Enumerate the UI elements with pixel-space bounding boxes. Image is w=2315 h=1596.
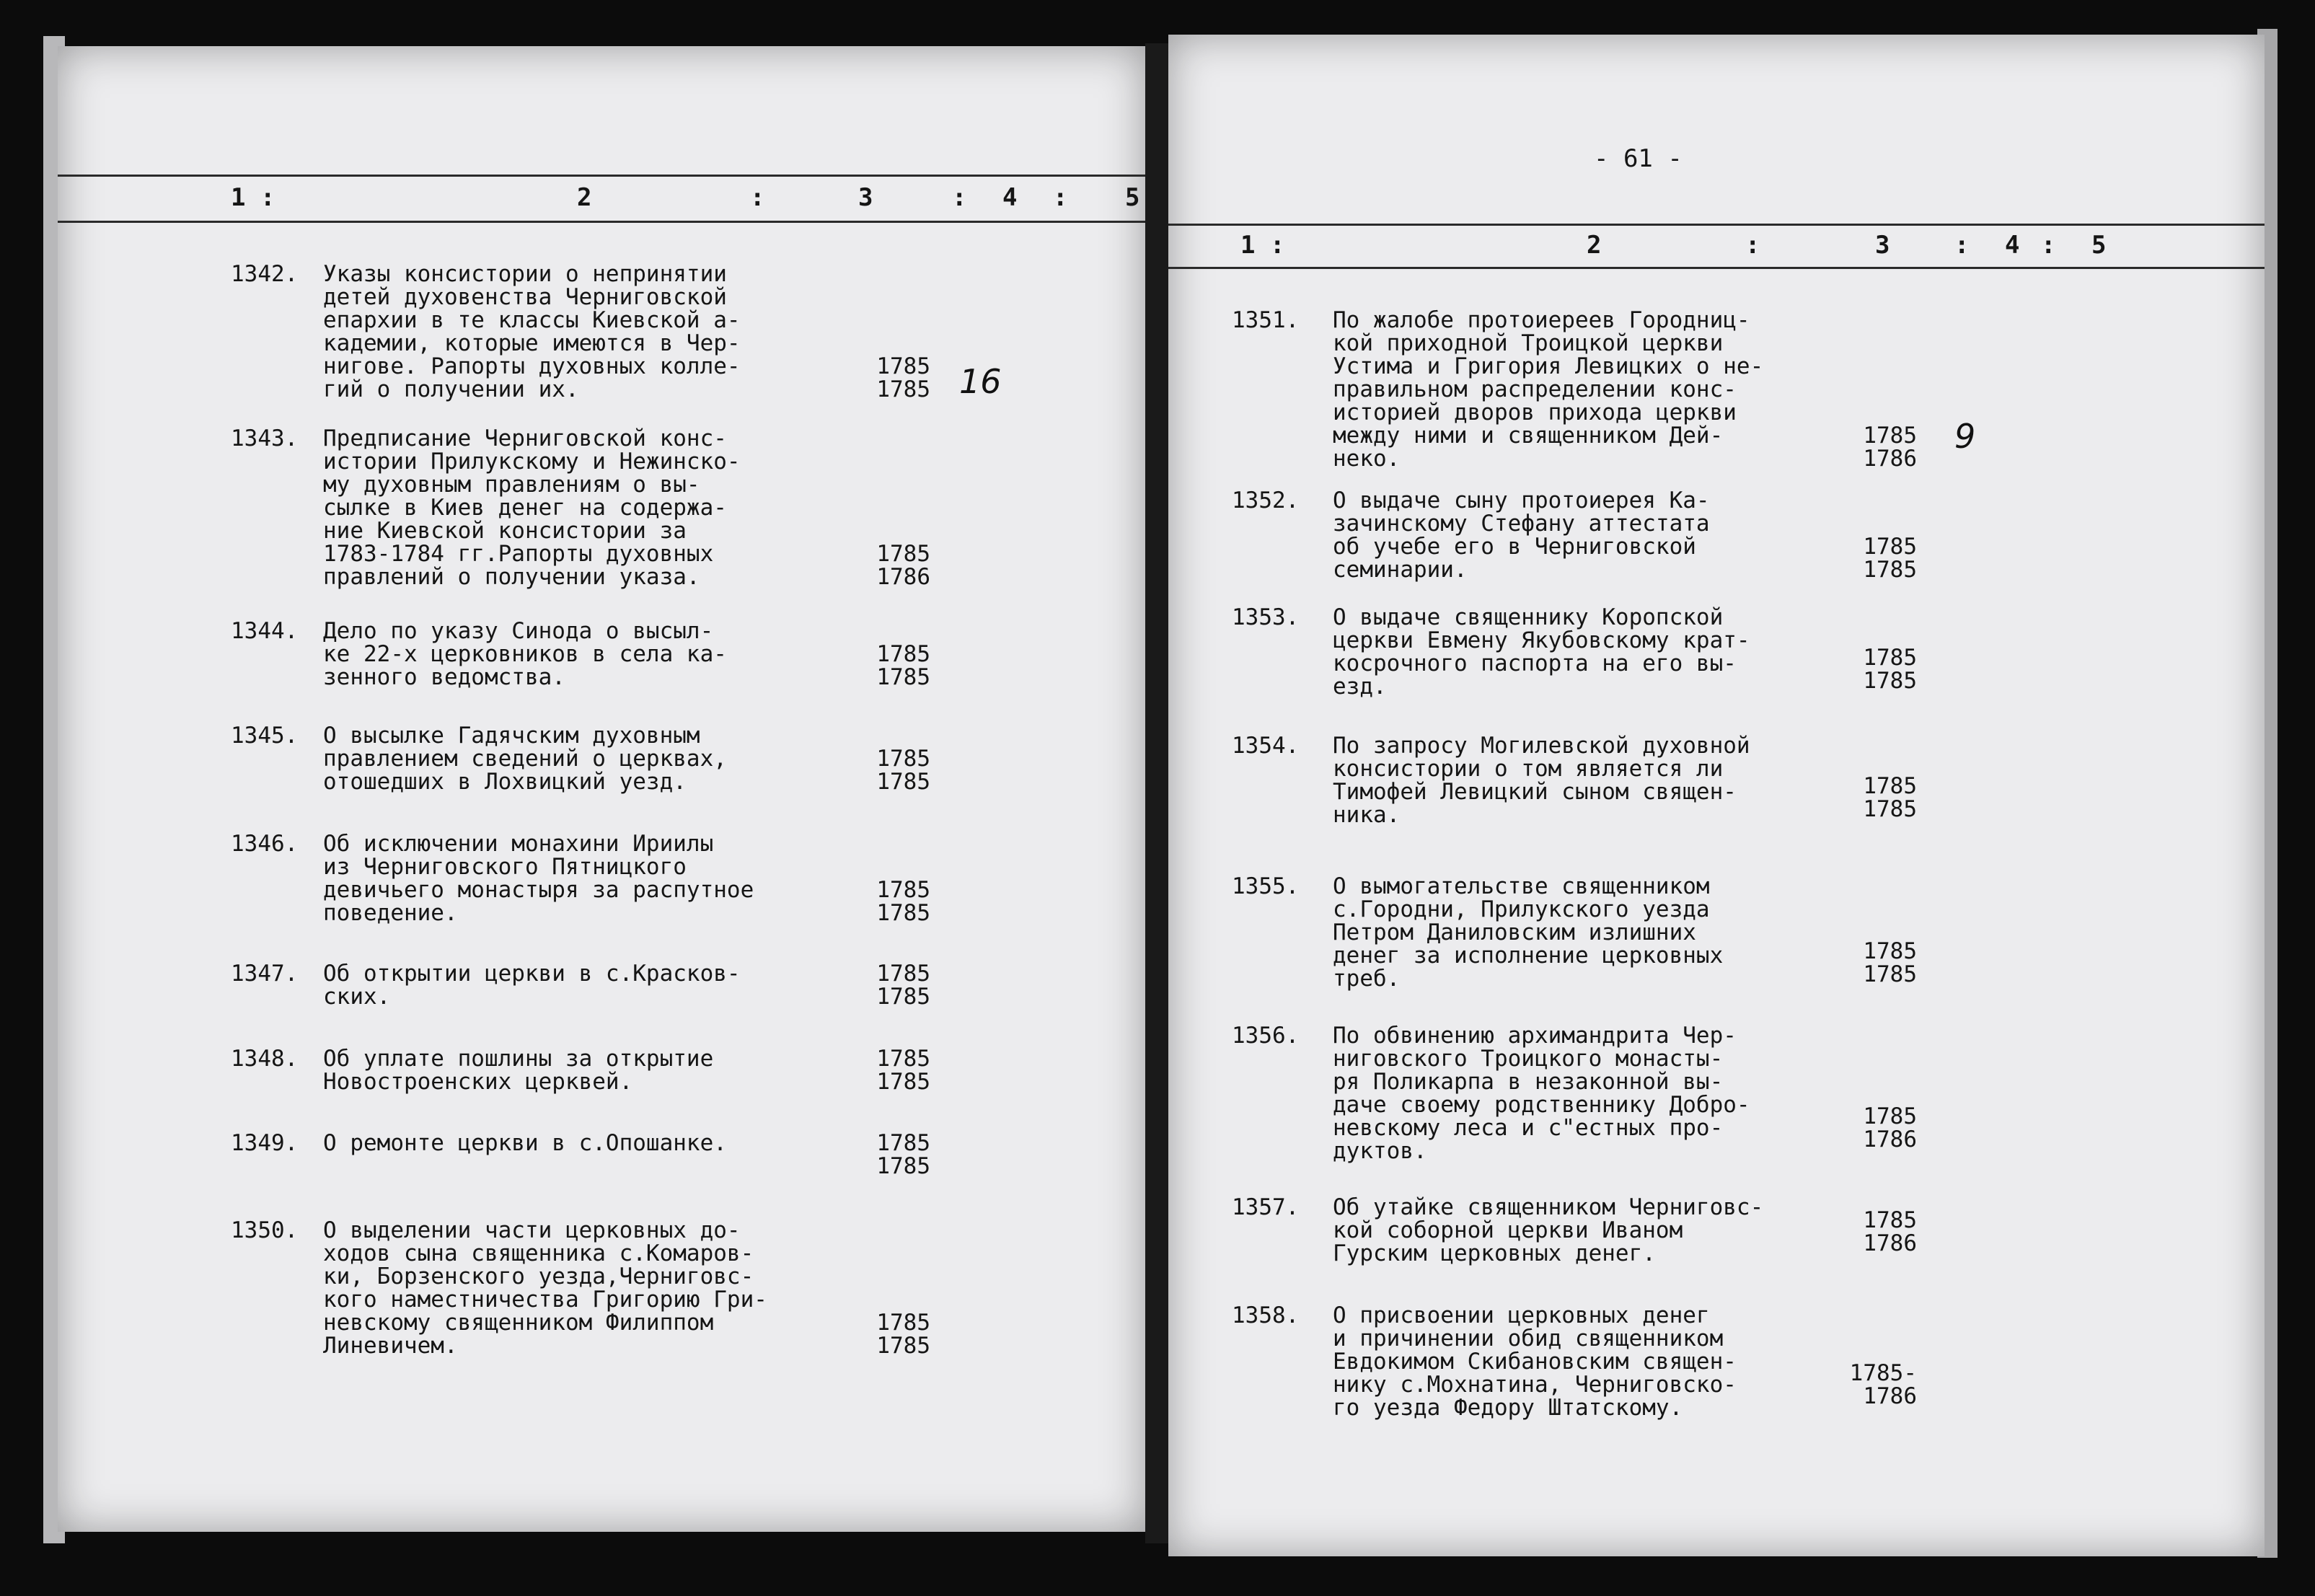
left-page [58,46,1145,1532]
entry-number: 1346. [231,831,299,857]
left-col-1-header: 1 : [231,183,275,212]
header-rule-top [58,175,1145,177]
right-col-sep-2: : [1954,231,1970,260]
entry-description: Предписание Черниговской конс- истории Прилукскому и Нежинско- му духовным правлениям о вы- сылке в Киев денег на содержа- ние Киевской консистории за 1783-1784 гг.Рапорты духовных правлений о получении указа. [323,426,741,590]
entry-number: 1342. [231,261,299,287]
entry-dates: 1785- 1786 [1849,1360,1917,1409]
right-col-sep-1: : [1745,231,1760,260]
entry-description: По обвинению архимандрита Чер- ниговского Троицкого монасты- ря Поликарпа в незаконной вы- даче своему родственнику Добро- невскому леса и с"естных про- дуктов. [1333,1023,1750,1164]
entry-dates: 1785 1785 [1863,773,1917,822]
entry-number: 1349. [231,1130,299,1156]
right-col-1-header: 1 : [1240,231,1285,260]
left-col-2-header: 2 [577,183,592,212]
entry-description: О ремонте церкви в с.Опошанке. [323,1130,727,1156]
handwritten-note: 9 [1954,417,1976,456]
entry-number: 1352. [1232,488,1300,513]
entry-number: 1356. [1232,1023,1300,1049]
entry-number: 1354. [1232,733,1300,759]
header-rule-top [1168,224,2265,226]
bleed-through-text [966,263,1018,378]
left-col-sep-3: : [1053,183,1068,212]
entry-number: 1348. [231,1046,299,1072]
handwritten-note: 16 [959,362,1002,401]
entry-dates: 1785 1785 [876,641,930,690]
entry-dates: 1785 1785 [876,961,930,1010]
entry-number: 1347. [231,961,299,987]
entry-dates: 1785 1785 [876,1046,930,1095]
entry-dates: 1785 1786 [1863,1103,1917,1152]
entry-description: По жалобе протоиереев Городниц- кой приходной Троицкой церкви Устима и Григория Левицких о не- правильном распределении конс- историей дворов прихода церкви между ними и священником Дей- неко. [1333,307,1764,472]
entry-description: О выделении части церковных до- ходов сына священника с.Комаров- ки, Борзенского уезда,Черниговс- кого наместничества Григорию Гри- невскому священником Филиппом Линевичем. [323,1217,767,1359]
entry-number: 1350. [231,1217,299,1243]
entry-description: Об открытии церкви в с.Красков- ских. [323,961,741,1010]
entry-description: По запросу Могилевской духовной консистории о том является ли Тимофей Левицкий сыном священ- ника. [1333,733,1750,828]
entry-description: Указы консистории о непринятии детей духовенства Черниговской епархии в те классы Киевской а- кадемии, которые имеются в Чер- нигове. Рапорты духовных колле- гий о получении их. [323,261,741,402]
entry-description: Об уплате пошлины за открытие Новостроенских церквей. [323,1046,714,1095]
entry-description: О выдаче сыну протоиерея Ка- зачинскому Стефану аттестата об учебе его в Черниговской семинарии. [1333,488,1710,583]
entry-dates: 1785 1785 [876,1310,930,1359]
right-col-5-header: 5 [2091,231,2107,260]
entry-dates: 1785 1785 [1863,534,1917,583]
entry-dates: 1785 1785 [876,353,930,402]
entry-description: О выдаче священнику Коропской церкви Евмену Якубовскому крат- косрочного паспорта на его вы- езд. [1333,604,1750,700]
entry-description: О высылке Гадячским духовным правлением сведений о церквах, отошедших в Лохвицкий уезд. [323,723,727,795]
entry-number: 1345. [231,723,299,749]
entry-number: 1355. [1232,873,1300,899]
entry-description: О присвоении церковных денег и причинении обид священником Евдокимом Скибановским священ- нику с.Мохнатина, Черниговско- го уезда Федору Штатскому. [1333,1302,1737,1421]
entry-description: Об исключении монахини Ириилы из Черниговского Пятницкого девичьего монастыря за распутное поведение. [323,831,754,926]
left-col-3-header: 3 [858,183,873,212]
entry-description: Об утайке священником Черниговс- кой соборной церкви Иваном Гурским церковных денег. [1333,1194,1764,1266]
entry-description: О вымогательстве священником с.Городни, Прилукского уезда Петром Даниловским излишних денег за исполнение церковных треб. [1333,873,1724,992]
book-spine [1145,43,1168,1543]
entry-dates: 1785 1786 [876,541,930,590]
entry-number: 1344. [231,618,299,644]
left-col-4-header: 4 [1002,183,1018,212]
header-rule-bottom [1168,267,2265,269]
left-col-sep-1: : [750,183,765,212]
entry-number: 1351. [1232,307,1300,333]
right-col-sep-3: : [2041,231,2056,260]
left-col-sep-2: : [952,183,967,212]
entry-dates: 1785 1785 [1863,938,1917,987]
right-col-2-header: 2 [1587,231,1602,260]
entry-number: 1358. [1232,1302,1300,1328]
entry-number: 1353. [1232,604,1300,630]
entry-dates: 1785 1786 [1863,423,1917,472]
entry-description: Дело по указу Синода о высыл- ке 22-х церковников в села ка- зенного ведомства. [323,618,727,690]
right-col-3-header: 3 [1875,231,1890,260]
right-col-4-header: 4 [2005,231,2020,260]
entry-dates: 1785 1785 [1863,645,1917,694]
entry-dates: 1785 1786 [1863,1207,1917,1256]
entry-dates: 1785 1785 [876,877,930,926]
page-number: - 61 - [1594,144,1683,173]
entry-dates: 1785 1785 [876,1130,930,1179]
right-page [1168,35,2265,1556]
entry-number: 1343. [231,426,299,451]
header-rule-bottom [58,221,1145,223]
entry-number: 1357. [1232,1194,1300,1220]
left-col-5-header: 5 [1125,183,1140,212]
entry-dates: 1785 1785 [876,746,930,795]
